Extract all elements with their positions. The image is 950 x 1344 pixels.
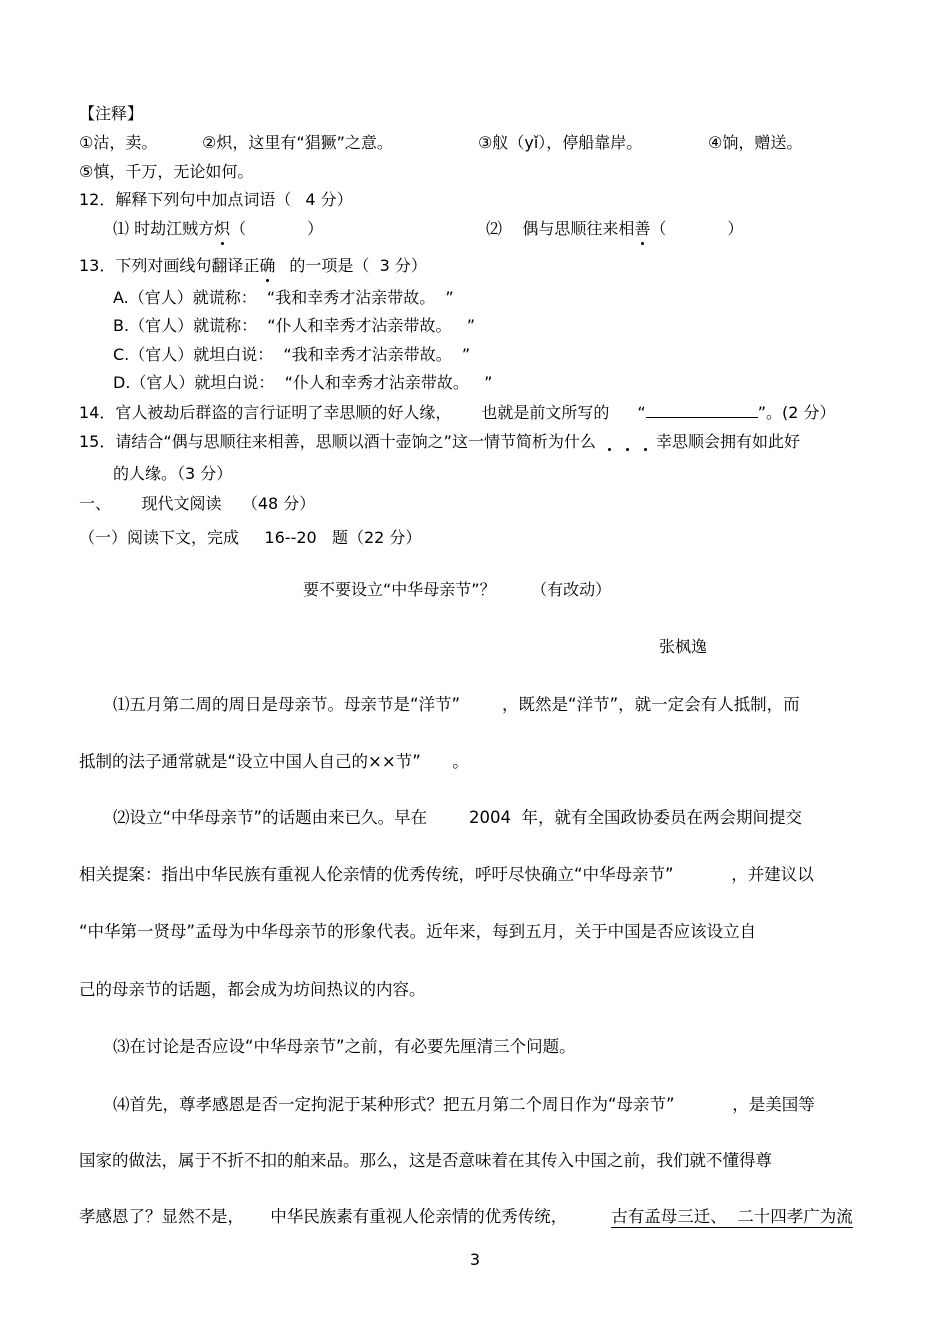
question-12-item-1: ⑴ 时劫江贼方炽（ ） xyxy=(113,219,324,238)
note-4: ④饷，赠送。 xyxy=(708,133,803,152)
emphasis-dot xyxy=(626,448,629,451)
paragraph-line: 孝感恩了？显然不是， 中华民族素有重视人伦亲情的优秀传统， 古有孟母三迁、 二十四孝广为流 xyxy=(79,1207,853,1226)
note-3: ③舣（yǐ），停船靠岸。 xyxy=(478,133,643,152)
note-5: ⑤慎，千万，无论如何。 xyxy=(79,162,254,181)
page-number: 3 xyxy=(469,1250,481,1269)
notes-heading: 【注释】 xyxy=(79,104,144,123)
emphasis-dot-word: 确 xyxy=(259,256,276,275)
emphasis-dot-word: 炽 xyxy=(214,219,231,238)
paragraph-line: “中华第一贤母”孟母为中华母亲节的形象代表。近年来，每到五月，关于中国是否应该设立自 xyxy=(79,922,757,941)
question-14: 14．官人被劫后群盗的言行证明了幸思顺的好人缘， 也就是前文所写的 “ ”。(2 分） xyxy=(79,403,836,422)
emphasis-dot-word: 善 xyxy=(634,219,651,238)
question-13: 13．下列对画线句翻译正确 的一项是（ 3 分） xyxy=(79,256,427,275)
note-2: ②炽，这里有“猖獗”之意。 xyxy=(202,133,393,152)
paragraph-line: 己的母亲节的话题，都会成为坊间热议的内容。 xyxy=(79,980,426,999)
emphasis-dot xyxy=(644,448,647,451)
question-15: 15．请结合“偶与思顺往来相善，思顺以酒十壶饷之”这一情节简析为什么 幸思顺会拥有如此好 xyxy=(79,432,800,451)
emphasis-dot xyxy=(608,448,611,451)
paragraph-line: 国家的做法，属于不折不扣的舶来品。那么，这是否意味着在其传入中国之前，我们就不懂得尊 xyxy=(79,1151,772,1170)
paragraph-line: ⑷首先，尊孝感恩是否一定拘泥于某种形式？把五月第二个周日作为“母亲节” ，是美国等 xyxy=(113,1095,815,1114)
paragraph-line: 相关提案：指出中华民族有重视人伦亲情的优秀传统，呼吁尽快确立“中华母亲节” ，并建议以 xyxy=(79,865,814,884)
question-12: 12．解释下列句中加点词语（ 4 分） xyxy=(79,190,353,209)
article-author: 张枫逸 xyxy=(659,637,708,656)
answer-blank xyxy=(646,403,758,418)
note-1: ①沽，卖。 xyxy=(79,133,158,152)
underlined-sentence: 古有孟母三迁、 二十四孝广为流 xyxy=(611,1207,853,1226)
option-c: C.（官人）就坦白说： “我和幸秀才沾亲带故。 ” xyxy=(113,345,471,364)
paragraph-line: ⑶在讨论是否应设“中华母亲节”之前，有必要先厘清三个问题。 xyxy=(113,1037,576,1056)
paragraph-line: ⑴五月第二周的周日是母亲节。母亲节是“洋节” ，既然是“洋节”，就一定会有人抵制，而 xyxy=(113,695,800,714)
option-b: B.（官人）就谎称： “仆人和幸秀才沾亲带故。 ” xyxy=(113,316,476,335)
article-title: 要不要设立“中华母亲节”？ （有改动） xyxy=(303,580,612,599)
section-title: 一、 现代文阅读 （48 分） xyxy=(79,494,316,513)
question-15-cont: 的人缘。（3 分） xyxy=(113,464,233,483)
paragraph-line: ⑵设立“中华母亲节”的话题由来已久。早在 2004 年，就有全国政协委员在两会期间提交 xyxy=(113,808,803,827)
question-12-item-2: ⑵ 偶与思顺往来相善（ ） xyxy=(486,219,744,238)
option-a: A.（官人）就谎称： “我和幸秀才沾亲带故。 ” xyxy=(113,288,454,307)
section-subtitle: （一）阅读下文，完成 16--20 题（22 分） xyxy=(79,528,422,547)
option-d: D.（官人）就坦白说： “仆人和幸秀才沾亲带故。 ” xyxy=(113,373,493,392)
paragraph-line: 抵制的法子通常就是“设立中国人自己的××节” 。 xyxy=(79,752,469,771)
